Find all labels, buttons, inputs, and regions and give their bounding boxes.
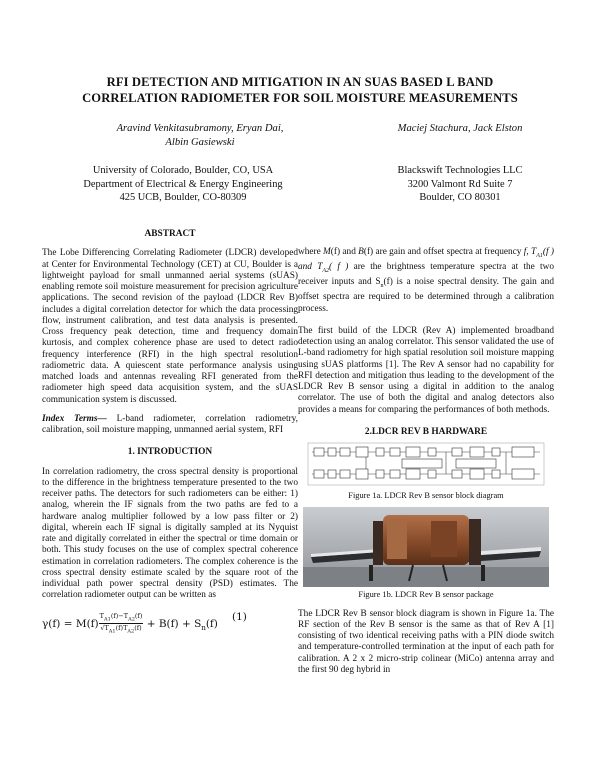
affiliation-blackswift-line: Blackswift Technologies LLC — [397, 165, 523, 176]
equation-lhs: γ(f) = M(f) — [42, 617, 99, 630]
equation-explanation: where M(f) and B(f) are gain and offset spectra at frequency f, $T_{A1}(f$ ) and $T_{A2}$( f ) are the brightness temperature spectra at the two receiver inputs and $S_n(f)$ is a noise spectral density. The gain and offset spectra are required to be determined through a calibration process. — [298, 247, 554, 314]
rev-b-paragraph: The LDCR Rev B sensor block diagram is shown in Figure 1a. The RF section of the Rev B sensor is the same as that of Rev A [1] consisting of two identical receiving paths with a PIN diode switch and temperature-controlled termination at the input of each path for calibration. A 2 x 2 micro-strip colinear (MiCo) antenna array and the first 90 deg hybrid in — [298, 608, 554, 675]
equation-number: (1) — [232, 610, 247, 623]
affiliation-cu-line: University of Colorado, Boulder, CO, USA — [92, 165, 274, 176]
right-column — [298, 247, 554, 676]
equation-rhs: + B(f) + S — [146, 617, 202, 630]
abstract-text: The Lobe Differencing Correlating Radiometer (LDCR) developed at Center for Environmental Technology (CET) at CU, Boulder is a lightweight payload for small unmanned aerial systems (sUAS) enabling remote soil moisture measurement for precision agriculture applications. The second revision of the payload (LDCR Rev B) includes a digital correlation detector for which the data processing flow, instrument calibration, and test data analysis is presented. Cross frequency peak detection, time and frequency domain kurtosis, and complex coherence phase are used to detect radio frequency interference (RFI) in the high spectral resolution radiometric data. A quiescent state performance analysis using matched loads and antennas revealing RFI generated from the radiometer high speed data acquisition system, and the sUAS communication system is discussed. — [42, 248, 298, 405]
rev-a-paragraph: The first build of the LDCR (Rev A) implemented broadband detection using an analog correlator. This sensor validated the use of L-band radiometry for high spatial resolution soil moisture mapping using sUAS platforms [1]. The Rev A sensor had no capability for RFI detection and mitigation thus leading to the development of the LDCR Rev B sensor using a digital in addition to the analog correlator. The use of both the digital and analog detectors also provides a means for comparing the performances of both methods. — [298, 325, 554, 415]
title-line-2: CORRELATION RADIOMETER FOR SOIL MOISTURE MEASUREMENTS — [82, 91, 518, 105]
introduction-heading: 1. INTRODUCTION — [127, 447, 213, 458]
hardware-heading: 2.LDCR REV B HARDWARE — [364, 426, 488, 437]
affiliation-blackswift — [345, 164, 575, 205]
text-run: (f) and — [330, 247, 359, 257]
abstract-heading: ABSTRACT — [144, 229, 196, 239]
figure-1b-caption: Figure 1b. LDCR Rev B sensor package — [358, 590, 494, 600]
affiliation-cu — [38, 164, 328, 205]
authors-blackswift: Maciej Stachura, Jack Elston — [397, 123, 523, 134]
authors-cu-line-2: Albin Gasiewski — [165, 137, 235, 148]
figure-1a-caption: Figure 1a. LDCR Rev B sensor block diagram — [348, 491, 504, 501]
affiliation-cu-line: Department of Electrical & Energy Engineering — [83, 178, 283, 190]
affiliation-cu-line: 425 UCB, Boulder, CO-80309 — [119, 192, 247, 204]
text-run: M — [323, 247, 331, 257]
left-column — [42, 229, 298, 635]
index-terms-label: Index Terms— — [42, 413, 107, 424]
authors-cu — [100, 122, 300, 150]
figure-1b-sensor-photo — [303, 507, 549, 587]
text-run: (f) are gain and offset spectra at frequency — [363, 247, 524, 257]
index-terms-text: L-band radiometer, correlation radiometry, calibration, soil moisture mapping, unmanned aerial system, RFI — [42, 413, 298, 435]
text-run: the brightness temperature spectra at the two receiver inputs and S — [298, 262, 554, 288]
equation-1: γ(f) = M(f) $\frac{T_{A1}(f)-T_{A2}(f)}{√T_{A1}(f)T_{A2}(f)}$ + $B(f) + S_n(f)$ (1) — [42, 610, 247, 635]
sensor-package-photo — [303, 507, 549, 587]
text-run: (f) is a noise spectral density. The gain and offset spectra are required to be determined through a calibration process. — [298, 277, 554, 314]
introduction-text: In correlation radiometry, the cross spectral density is proportional to the difference in the brightness temperature presented to the two receiver paths. The detectors for such radiometers can be either: 1) analog, wherein the IF signals from the two paths are fed to a hardware analog multiplier followed by a low pass filter or 2) digital, wherein each IF signal is digitally sampled at its Nyquist rate and digitally correlated in either the spectral or time domain or both. This study focuses on the use of complex spectral coherence estimation in correlation radiometers. The complex coherence is the cross spectral density estimate scaled by the square root of the individual path power spectral density (PSD) estimates. The correlation radiometer output can be written as — [42, 466, 298, 601]
block-diagram-image — [306, 440, 546, 488]
equation-denominator: √T — [100, 623, 109, 632]
authors-cu-line-1: Aravind Venkitasubramony, Eryan Dai, — [116, 123, 284, 134]
affiliation-blackswift-line: 3200 Valmont Rd Suite 7 — [407, 178, 513, 190]
index-terms — [42, 414, 298, 437]
figure-1a-block-diagram — [306, 440, 546, 488]
equation-numerator: T — [99, 611, 105, 620]
text-run: where — [298, 247, 324, 257]
equation-fraction: $\frac{T_{A1}(f)-T_{A2}(f)}{√T_{A1}(f)T_{A2}(f)}$ — [99, 611, 143, 635]
title-line-1: RFI DETECTION AND MITIGATION IN AN SUAS BASED L BAND — [106, 75, 494, 89]
affiliation-blackswift-line: Boulder, CO 80301 — [419, 192, 501, 204]
paper-title — [40, 74, 560, 106]
text-run: B — [358, 247, 364, 257]
